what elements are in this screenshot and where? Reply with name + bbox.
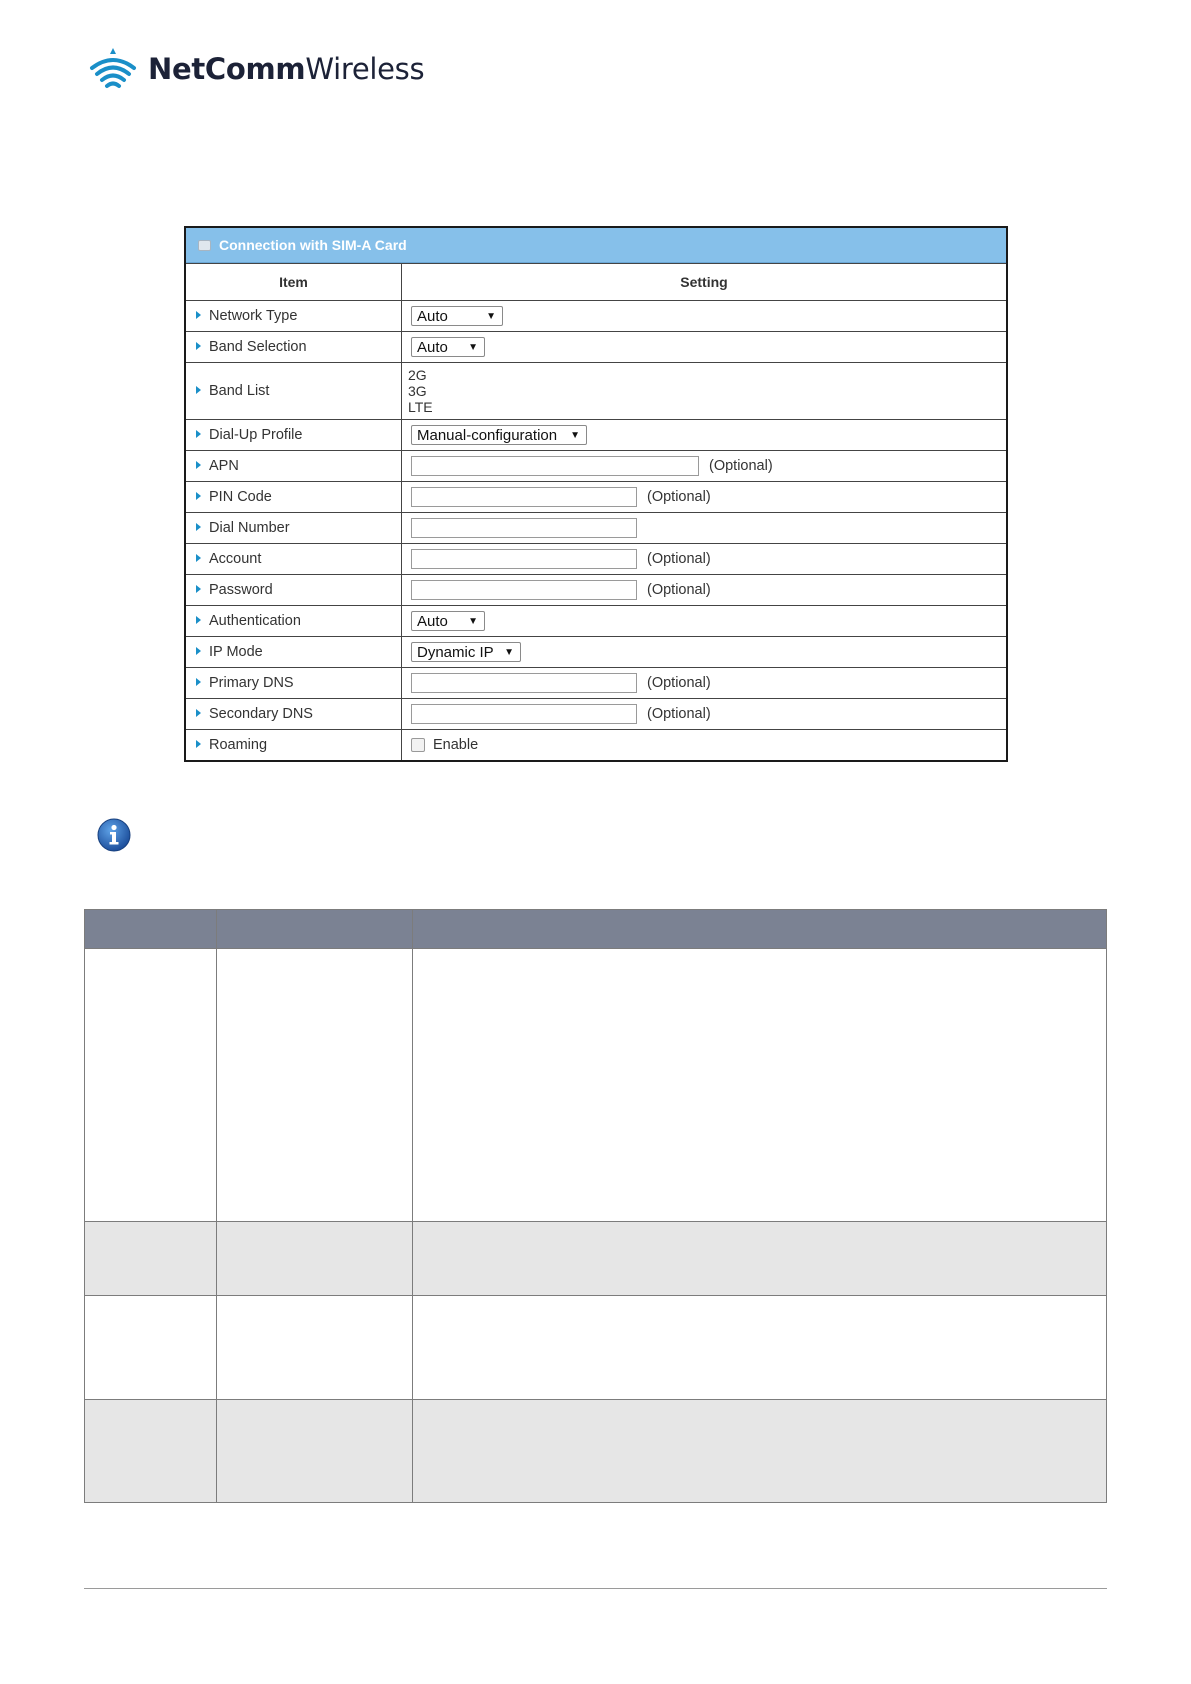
- panel-title: Connection with SIM-A Card: [219, 237, 407, 253]
- apn-input[interactable]: [411, 456, 699, 476]
- description-cell: [85, 1222, 217, 1296]
- description-cell: [85, 949, 217, 1222]
- setting-column-header: Setting: [402, 264, 1007, 301]
- authentication-select[interactable]: Auto ▼: [411, 611, 485, 631]
- roaming-enable-checkbox[interactable]: [411, 738, 425, 752]
- band-selection-label: Band Selection: [209, 339, 307, 355]
- description-cell: [217, 1222, 413, 1296]
- dial-number-row: [186, 513, 1006, 544]
- band-item: 3G: [408, 383, 427, 399]
- band-item: 2G: [408, 367, 427, 383]
- dial-number-input[interactable]: [411, 518, 637, 538]
- secondary-dns-optional-hint: (Optional): [647, 706, 711, 722]
- wifi-signal-icon: [88, 46, 138, 92]
- triangle-right-icon: [196, 709, 201, 717]
- triangle-right-icon: [196, 386, 201, 394]
- description-cell: [413, 1222, 1107, 1296]
- ip-mode-row: [186, 637, 1006, 668]
- pin-code-optional-hint: (Optional): [647, 489, 711, 505]
- password-optional-hint: (Optional): [647, 582, 711, 598]
- password-input[interactable]: [411, 580, 637, 600]
- triangle-right-icon: [196, 311, 201, 319]
- band-selection-select[interactable]: Auto ▼: [411, 337, 485, 357]
- header-cell: [85, 910, 217, 949]
- pin-code-label: PIN Code: [209, 489, 272, 505]
- apn-label: APN: [209, 458, 239, 474]
- netcomm-logo: [88, 44, 424, 94]
- dial-number-label: Dial Number: [209, 520, 290, 536]
- description-cell: [413, 1296, 1107, 1400]
- band-list-label: Band List: [209, 383, 270, 399]
- triangle-right-icon: [196, 585, 201, 593]
- dialup-profile-label: Dial-Up Profile: [209, 427, 303, 443]
- account-label: Account: [209, 551, 262, 567]
- description-cell: [85, 1400, 217, 1503]
- network-type-row: [186, 301, 1006, 332]
- panel-bullet-icon: [198, 240, 211, 251]
- password-label: Password: [209, 582, 273, 598]
- description-row: [85, 949, 1107, 1222]
- dropdown-arrow-icon: ▼: [486, 310, 496, 322]
- apn-row: [186, 451, 1006, 482]
- sim-a-connection-panel: [184, 226, 1008, 762]
- triangle-right-icon: [196, 461, 201, 469]
- dropdown-arrow-icon: ▼: [570, 429, 580, 441]
- triangle-right-icon: [196, 492, 201, 500]
- triangle-right-icon: [196, 740, 201, 748]
- description-header-row: [85, 910, 1107, 949]
- settings-table: [186, 263, 1006, 760]
- description-cell: [85, 1296, 217, 1400]
- header-cell: [413, 910, 1107, 949]
- description-table: [84, 909, 1107, 1503]
- triangle-right-icon: [196, 647, 201, 655]
- roaming-enable-label: Enable: [433, 737, 479, 753]
- network-type-select[interactable]: Auto ▼: [411, 306, 503, 326]
- secondary-dns-label: Secondary DNS: [209, 706, 313, 722]
- description-row: [85, 1222, 1107, 1296]
- triangle-right-icon: [196, 342, 201, 350]
- pin-code-input[interactable]: [411, 487, 637, 507]
- primary-dns-optional-hint: (Optional): [647, 675, 711, 691]
- account-optional-hint: (Optional): [647, 551, 711, 567]
- band-list-row: [186, 363, 1006, 420]
- apn-optional-hint: (Optional): [709, 458, 773, 474]
- triangle-right-icon: [196, 616, 201, 624]
- footer-divider: [84, 1588, 1107, 1589]
- password-row: [186, 575, 1006, 606]
- primary-dns-row: [186, 668, 1006, 699]
- roaming-row: [186, 730, 1006, 761]
- dropdown-arrow-icon: ▼: [468, 615, 478, 627]
- secondary-dns-input[interactable]: [411, 704, 637, 724]
- primary-dns-input[interactable]: [411, 673, 637, 693]
- authentication-label: Authentication: [209, 613, 301, 629]
- description-cell: [217, 1296, 413, 1400]
- band-list-values: [405, 364, 1006, 418]
- dropdown-arrow-icon: ▼: [468, 341, 478, 353]
- roaming-label: Roaming: [209, 737, 268, 753]
- primary-dns-label: Primary DNS: [209, 675, 294, 691]
- item-column-header: Item: [186, 264, 402, 301]
- description-cell: [217, 949, 413, 1222]
- account-input[interactable]: [411, 549, 637, 569]
- panel-header: [186, 228, 1006, 263]
- logo-wordmark: NetCommWireless: [148, 52, 425, 86]
- band-selection-row: [186, 332, 1006, 363]
- account-row: [186, 544, 1006, 575]
- description-cell: [217, 1400, 413, 1503]
- dialup-profile-select[interactable]: Manual-configuration ▼: [411, 425, 587, 445]
- dialup-profile-row: [186, 420, 1006, 451]
- triangle-right-icon: [196, 430, 201, 438]
- header-cell: [217, 910, 413, 949]
- description-cell: [413, 1400, 1107, 1503]
- band-item: LTE: [408, 399, 433, 415]
- description-row: [85, 1296, 1107, 1400]
- authentication-row: [186, 606, 1006, 637]
- info-icon: [97, 818, 131, 852]
- triangle-right-icon: [196, 554, 201, 562]
- triangle-right-icon: [196, 523, 201, 531]
- ip-mode-select[interactable]: Dynamic IP ▼: [411, 642, 521, 662]
- ip-mode-label: IP Mode: [209, 644, 263, 660]
- description-row: [85, 1400, 1107, 1503]
- dropdown-arrow-icon: ▼: [504, 646, 514, 658]
- network-type-label: Network Type: [209, 308, 298, 324]
- secondary-dns-row: [186, 699, 1006, 730]
- description-cell: [413, 949, 1107, 1222]
- pin-code-row: [186, 482, 1006, 513]
- triangle-right-icon: [196, 678, 201, 686]
